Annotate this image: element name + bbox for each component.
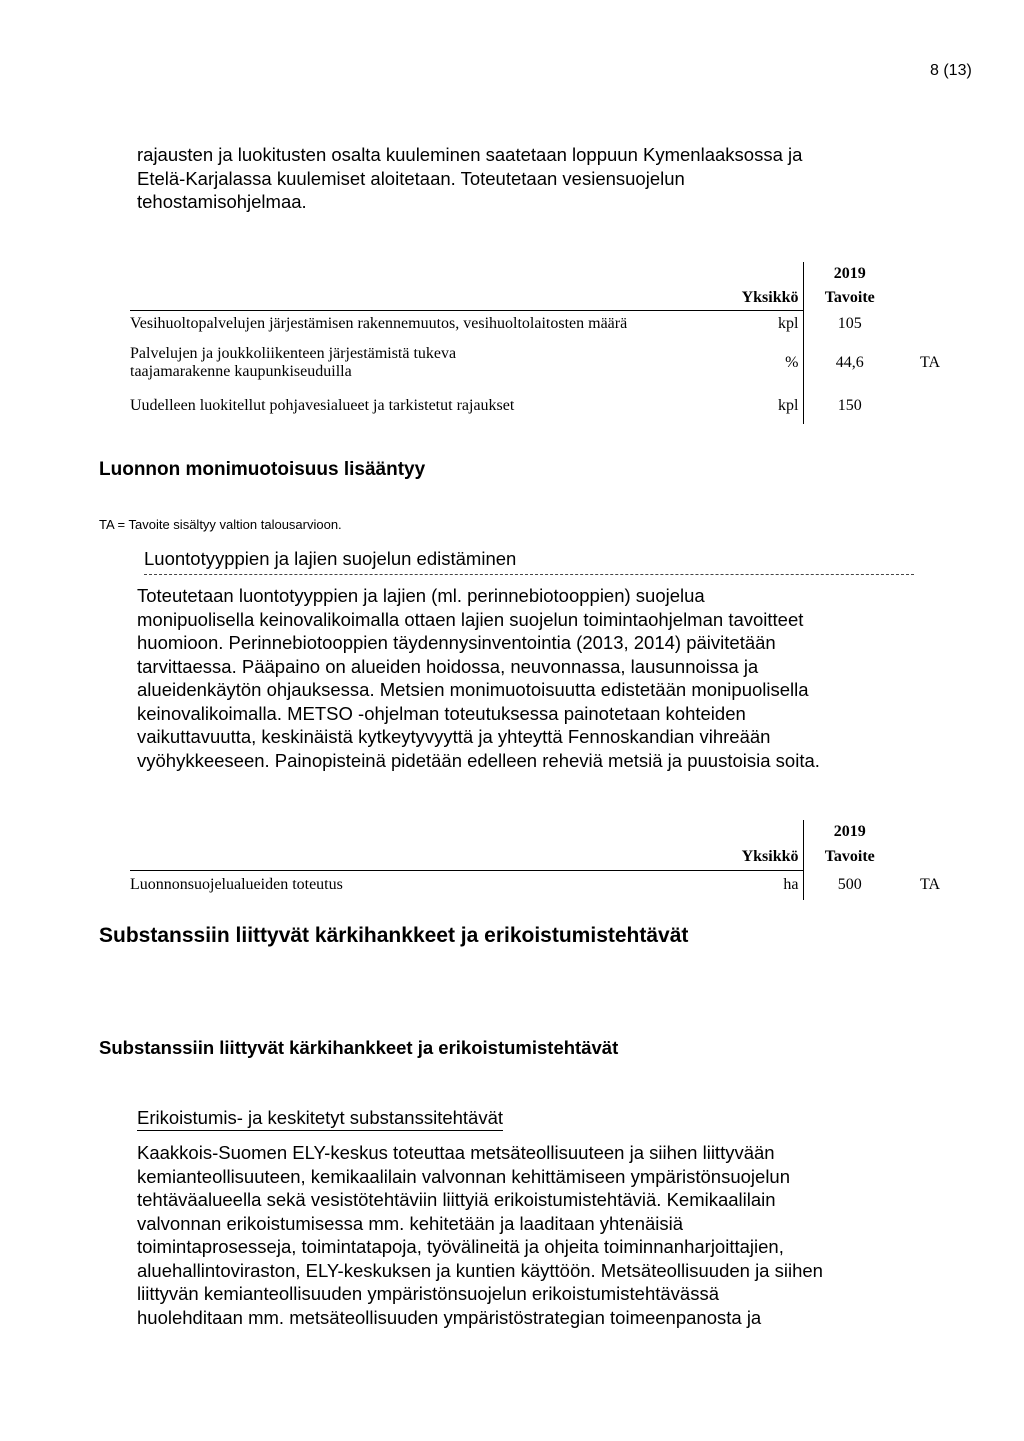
row-note <box>896 310 940 338</box>
page-number: 8 (13) <box>930 62 972 79</box>
erikoistumis-paragraph <box>137 1141 907 1329</box>
row-label <box>130 338 710 388</box>
paragraph-line: huolehditaan mm. metsäteollisuuden ympäristöstrategian toimeenpanosta ja <box>137 1306 762 1328</box>
paragraph-line: Toteutetaan luontotyyppien ja lajien (ml. perinnebiotooppien) suojelua <box>137 585 705 606</box>
row-note: TA <box>919 876 940 893</box>
row-label: Vesihuoltopalvelujen järjestämisen rakennemuutos, vesihuoltolaitosten määrä <box>130 315 628 333</box>
indicator-table-1 <box>130 262 940 424</box>
intro-line: tehostamisohjelmaa. <box>137 191 307 212</box>
paragraph-line: aluehallintoviraston, ELY-keskuksen ja kuntien käyttöön. Metsäteollisuuden ja siihen <box>137 1259 823 1281</box>
unit-header: Yksikkö <box>710 286 803 310</box>
paragraph-line: huomioon. Perinnebiotooppien täydennysinventointia (2013, 2014) päivitetään <box>137 632 776 653</box>
row-value: 44,6 <box>835 354 864 371</box>
row-label: Luonnonsuojelualueiden toteutus <box>130 876 343 894</box>
paragraph-line: Kaakkois-Suomen ELY-keskus toteuttaa metsäteollisuuteen ja siihen liittyvään <box>137 1142 775 1163</box>
row-value: 500 <box>837 876 862 893</box>
row-label: Uudelleen luokitellut pohjavesialueet ja tarkistetut rajaukset <box>130 397 515 414</box>
paragraph-line: alueidenkäytön ohjauksessa. Metsien monimuotoisuutta edistetään monipuolisella <box>137 679 809 700</box>
row-note: TA <box>919 354 940 371</box>
subheading-erikoistumis <box>137 1107 503 1129</box>
row-value: 105 <box>837 315 862 332</box>
target-header: Tavoite <box>824 848 875 865</box>
row-unit: kpl <box>710 388 803 424</box>
section-heading-luonnon: Luonnon monimuotoisuus lisääntyy <box>99 459 426 480</box>
year-header: 2019 <box>833 265 866 282</box>
section-heading-substanssi: Substanssiin liittyvät kärkihankkeet ja erikoistumistehtävät <box>99 924 689 947</box>
luontotyyppien-paragraph <box>137 584 907 772</box>
paragraph-line: keinovalikoimalla. METSO -ohjelman toteutuksessa painotetaan kohteiden <box>137 702 746 724</box>
row-unit: ha <box>710 870 803 900</box>
row-unit: kpl <box>710 310 803 338</box>
section-heading-substanssi-2: Substanssiin liittyvät kärkihankkeet ja erikoistumistehtävät <box>99 1037 619 1058</box>
intro-line: rajausten ja luokitusten osalta kuuleminen saatetaan loppuun Kymenlaaksossa ja <box>137 144 803 165</box>
row-note <box>896 388 940 424</box>
paragraph-line: vyöhykkeeseen. Painopisteinä pidetään edelleen reheviä metsiä ja puustoisia soita. <box>137 749 820 771</box>
year-header: 2019 <box>833 823 866 840</box>
paragraph-line: tarvittaessa. Pääpaino on alueiden hoidossa, neuvonnassa, lausunnoissa ja <box>137 655 759 677</box>
table-row <box>130 870 940 900</box>
row-value: 150 <box>837 397 862 414</box>
row-label-text: Palvelujen ja joukkoliikenteen järjestämistä tukeva taajamarakenne kaupunkiseuduilla <box>130 345 457 380</box>
table-row <box>130 310 940 338</box>
intro-line: Etelä-Karjalassa kuulemiset aloitetaan. Toteutetaan vesiensuojelun <box>137 167 685 189</box>
row-unit: % <box>710 338 803 388</box>
subheading-text: Erikoistumis- ja keskitetyt substanssitehtävät <box>137 1107 503 1131</box>
subheading-luontotyyppien <box>144 548 914 575</box>
unit-header: Yksikkö <box>710 844 803 870</box>
paragraph-line: valvonnan erikoistumisessa mm. kehitetään ja laaditaan yhtenäisiä <box>137 1212 684 1234</box>
subheading-text: Luontotyyppien ja lajien suojelun edistäminen <box>144 548 517 569</box>
paragraph-line: toimintaprosesseja, toimintatapoja, työvälineitä ja ohjeita toiminnanharjoittajien, <box>137 1236 784 1257</box>
paragraph-line: monipuolisella keinovalikoimalla ottaen lajien suojelun toimintaohjelman tavoitteet <box>137 608 804 630</box>
paragraph-line: tehtäväalueella sekä vesistötehtäviin liittyiä erikoistumistehtäviä. Kemikaalilain <box>137 1189 776 1210</box>
ta-note: TA = Tavoite sisältyy valtion talousarvioon. <box>99 517 342 532</box>
table-row <box>130 338 940 388</box>
table-row <box>130 388 940 424</box>
target-header: Tavoite <box>824 289 875 306</box>
intro-paragraph <box>137 143 907 214</box>
paragraph-line: vaikuttavuutta, keskinäistä kytkeytyvyyttä ja yhteyttä Fennoskandian vihreään <box>137 726 771 747</box>
indicator-table-2 <box>130 820 940 900</box>
paragraph-line: liittyvän kemianteollisuuden ympäristönsuojelun erikoistumistehtävässä <box>137 1283 720 1304</box>
paragraph-line: kemianteollisuuteen, kemikaalilain valvonnan kehittämiseen ympäristönsuojelun <box>137 1165 791 1187</box>
